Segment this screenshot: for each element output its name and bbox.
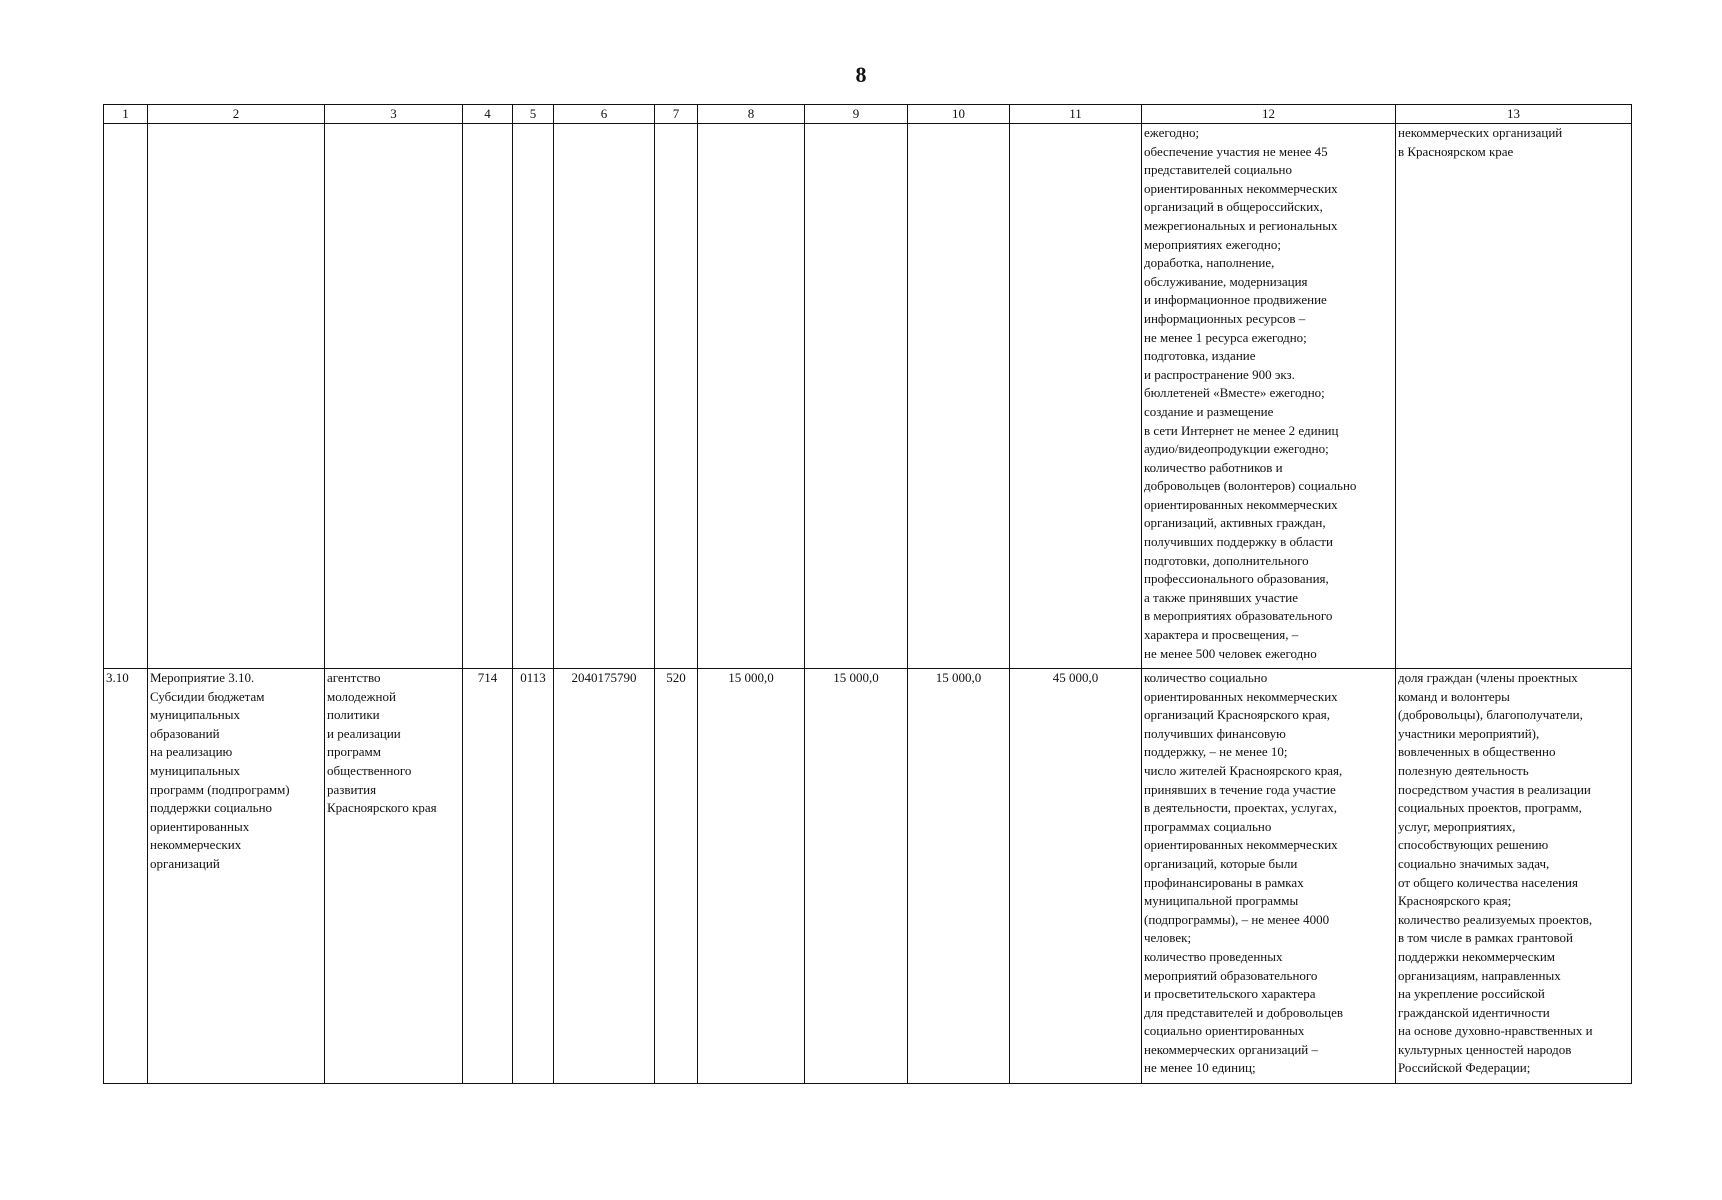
- column-header-12: 12: [1142, 105, 1396, 124]
- program-table: [103, 104, 1632, 1084]
- cell-amount-year-3: [908, 124, 1010, 669]
- column-header-6: 6: [554, 105, 655, 124]
- column-header-11: 11: [1010, 105, 1142, 124]
- column-header-3: 3: [325, 105, 463, 124]
- cell-executor: агентство молодежной политики и реализации программ общественного развития Красноярского края: [325, 669, 463, 1084]
- cell-amount-year-2: 15 000,0: [805, 669, 908, 1084]
- cell-expense-type: 520: [655, 669, 698, 1084]
- cell-activity-name: [148, 124, 325, 669]
- cell-amount-year-1: [698, 124, 805, 669]
- column-header-4: 4: [463, 105, 513, 124]
- cell-item-number: [104, 124, 148, 669]
- cell-amount-total: 45 000,0: [1010, 669, 1142, 1084]
- table-row-3-10: [104, 669, 1632, 1084]
- page-number: 8: [855, 62, 867, 87]
- cell-amount-total: [1010, 124, 1142, 669]
- column-header-9: 9: [805, 105, 908, 124]
- column-number-row: [104, 105, 1632, 124]
- cell-grbs-code: [463, 124, 513, 669]
- cell-expected-result: ежегодно; обеспечение участия не менее 45 представителей социально ориентированных некоммерческих организаций в общероссийских, межрегиональных и региональных мероприятиях ежегодно; доработка, наполнение, обслуживание, модернизация и информационное продвижение информационных ресурсов – не менее 1 ресурса ежегодно; подготовка, издание и распространение 900 экз. бюллетеней «Вместе» ежегодно; создание и размещение в сети Интернет не менее 2 единиц аудио/видеопродукции ежегодно; количество работников и добровольцев (волонтеров) социально ориентированных некоммерческих организаций, активных граждан, получивших поддержку в области подготовки, дополнительного профессионального образования, а также принявших участие в мероприятиях образовательного характера и просвещения, – не менее 500 человек ежегодно: [1142, 124, 1396, 669]
- cell-amount-year-3: 15 000,0: [908, 669, 1010, 1084]
- column-header-8: 8: [698, 105, 805, 124]
- table-row-continuation: [104, 124, 1632, 669]
- column-header-13: 13: [1396, 105, 1632, 124]
- column-header-5: 5: [513, 105, 554, 124]
- cell-item-number: 3.10: [104, 669, 148, 1084]
- cell-target-article: 2040175790: [554, 669, 655, 1084]
- cell-indicator-impact: некоммерческих организаций в Красноярском крае: [1396, 124, 1632, 669]
- cell-expected-result: количество социально ориентированных некоммерческих организаций Красноярского края, получивших финансовую поддержку, – не менее 10; число жителей Красноярского края, принявших в течение года участие в деятельности, проектах, услугах, программах социально ориентированных некоммерческих организаций, которые были профинансированы в рамках муниципальной программы (подпрограммы), – не менее 4000 человек; количество проведенных мероприятий образовательного и просветительского характера для представителей и добровольцев социально ориентированных некоммерческих организаций – не менее 10 единиц;: [1142, 669, 1396, 1084]
- column-header-1: 1: [104, 105, 148, 124]
- cell-executor: [325, 124, 463, 669]
- cell-amount-year-1: 15 000,0: [698, 669, 805, 1084]
- cell-grbs-code: 714: [463, 669, 513, 1084]
- cell-amount-year-2: [805, 124, 908, 669]
- cell-expense-type: [655, 124, 698, 669]
- cell-section-code: [513, 124, 554, 669]
- column-header-7: 7: [655, 105, 698, 124]
- cell-target-article: [554, 124, 655, 669]
- cell-section-code: 0113: [513, 669, 554, 1084]
- cell-activity-name: Мероприятие 3.10. Субсидии бюджетам муниципальных образований на реализацию муниципальных программ (подпрограмм) поддержки социально ориентированных некоммерческих организаций: [148, 669, 325, 1084]
- column-header-10: 10: [908, 105, 1010, 124]
- column-header-2: 2: [148, 105, 325, 124]
- cell-indicator-impact: доля граждан (члены проектных команд и волонтеры (добровольцы), благополучатели, участники мероприятий), вовлеченных в общественно полезную деятельность посредством участия в реализации социальных проектов, программ, услуг, мероприятиях, способствующих решению социально значимых задач, от общего количества населения Красноярского края; количество реализуемых проектов, в том числе в рамках грантовой поддержки некоммерческим организациям, направленных на укрепление российской гражданской идентичности на основе духовно-нравственных и культурных ценностей народов Российской Федерации;: [1396, 669, 1632, 1084]
